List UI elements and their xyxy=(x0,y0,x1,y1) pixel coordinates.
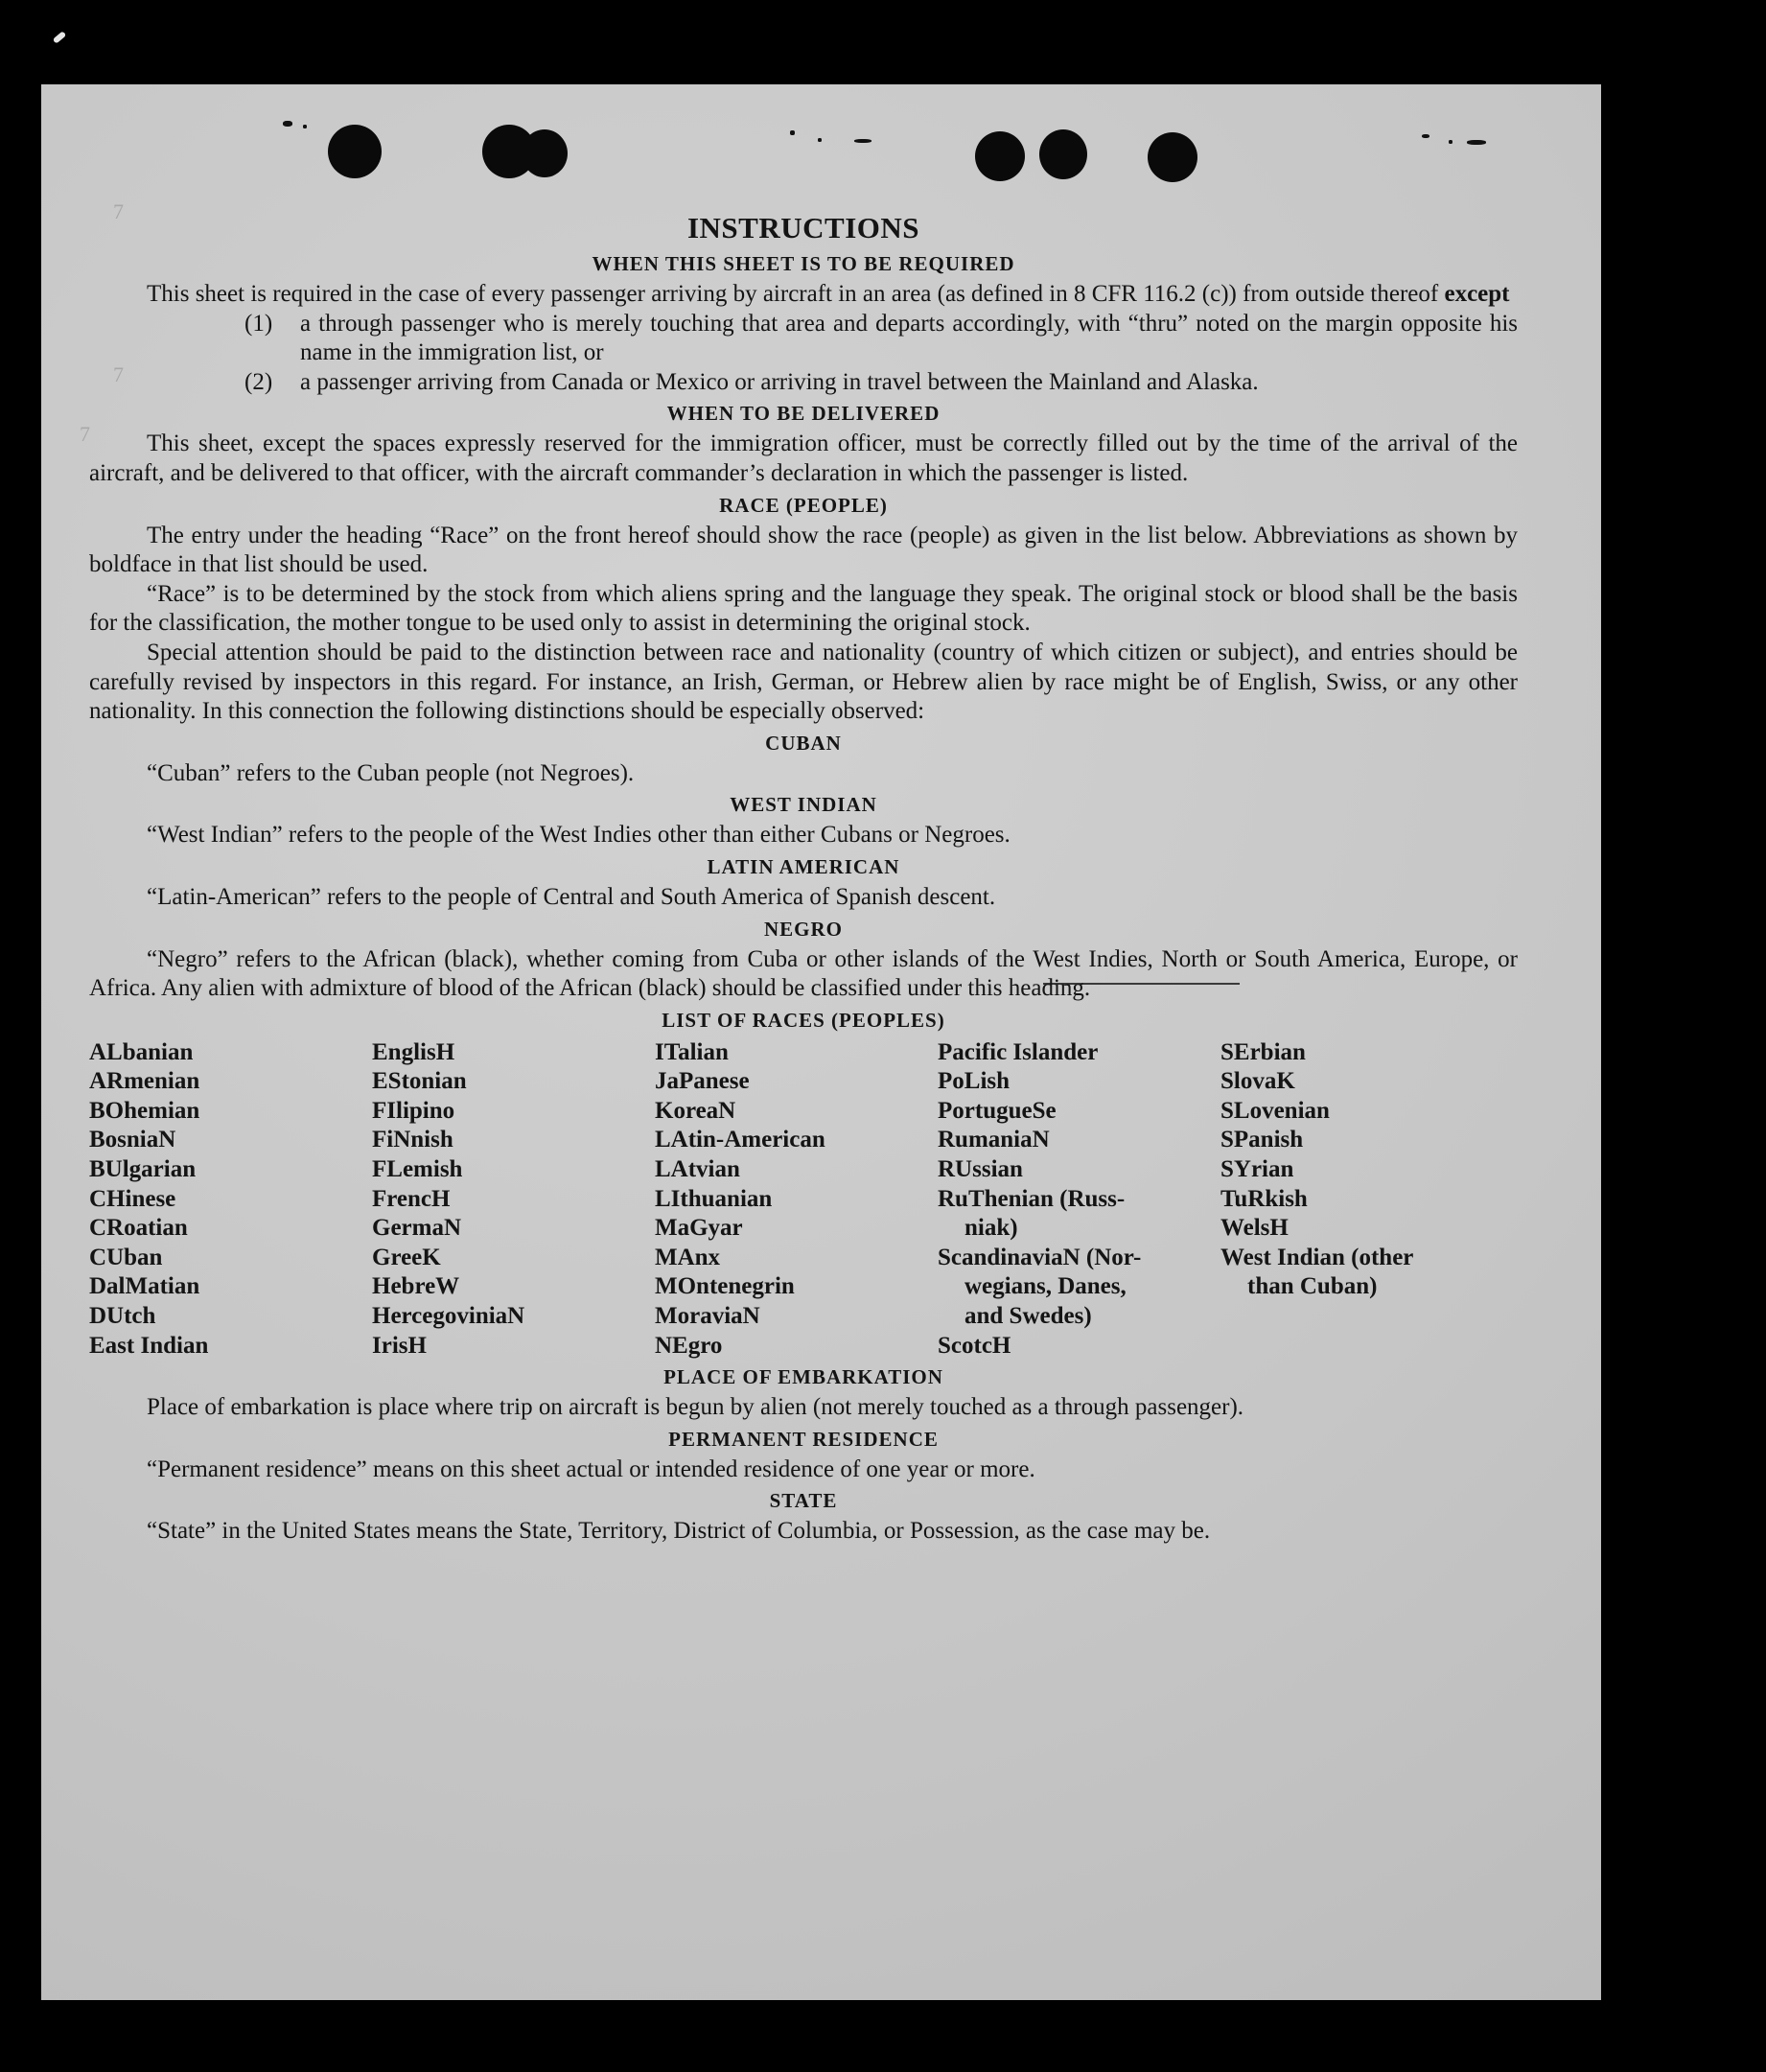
race-list-item: GreeK xyxy=(372,1244,441,1270)
race-list-item: EStonian xyxy=(372,1068,467,1095)
page-title: INSTRUCTIONS xyxy=(686,211,919,244)
race-list-item: EnglisH xyxy=(372,1038,455,1065)
heading-west-indian: WEST INDIAN xyxy=(730,793,877,817)
heading-when-required: WHEN THIS SHEET IS TO BE REQUIRED xyxy=(592,252,1015,275)
paragraph-negro: “Negro” refers to the African (black), whether coming from Cuba or other islands of the West Indies, North or South America, Europe, or Africa. Any alien with admixture of blood of the African (black) should be classified under this heading. xyxy=(89,945,1518,1002)
document-sheet xyxy=(41,84,1601,2000)
race-list-item: CHinese xyxy=(89,1185,176,1212)
race-list-item: West Indian (other xyxy=(1220,1244,1414,1270)
races-column-5 xyxy=(1220,1038,1503,1362)
race-list-item: ARmenian xyxy=(89,1068,200,1095)
race-list-item: CRoatian xyxy=(89,1215,188,1242)
race-list-item: East Indian xyxy=(89,1332,209,1359)
pen-mark xyxy=(53,31,67,44)
race-list-item: BOhemian xyxy=(89,1097,200,1124)
race-list-item: LAtin-American xyxy=(655,1127,825,1153)
item-number: (1) xyxy=(244,310,273,337)
paragraph-embarkation: Place of embarkation is place where trip on aircraft is begun by alien (not merely touched as a through passenger). xyxy=(147,1394,1244,1421)
bleed-through-mark: 7 xyxy=(113,199,124,223)
heading-latin-american: LATIN AMERICAN xyxy=(707,854,900,878)
paragraph-cuban: “Cuban” refers to the Cuban people (not Negroes). xyxy=(147,759,635,786)
punch-hole xyxy=(328,125,382,178)
race-list-item: WelsH xyxy=(1220,1215,1289,1242)
punch-hole xyxy=(1039,129,1087,179)
race-list-item: SLovenian xyxy=(1220,1097,1330,1124)
paragraph-latin-american: “Latin-American” refers to the people of Central and South America of Spanish descent. xyxy=(147,883,996,910)
race-list-item: JaPanese xyxy=(655,1068,750,1095)
speck xyxy=(1449,140,1452,144)
paragraph-race-2: “Race” is to be determined by the stock from which aliens spring and the language they speak. The original stock or blood shall be the basis for the classification, the mother tongue to be used only to assist in determining the original stock. xyxy=(89,580,1518,637)
heading-embarkation: PLACE OF EMBARKATION xyxy=(663,1365,943,1389)
race-list-item: PortugueSe xyxy=(938,1097,1057,1124)
paragraph-residence: “Permanent residence” means on this sheet actual or intended residence of one year or more. xyxy=(147,1455,1035,1482)
race-list-item: FLemish xyxy=(372,1156,463,1183)
punch-hole xyxy=(975,131,1025,181)
races-list xyxy=(89,1038,1518,1362)
race-list-item: LAtvian xyxy=(655,1156,740,1183)
race-list-item: HercegoviniaN xyxy=(372,1303,525,1330)
paragraph-when-required xyxy=(89,280,1518,310)
paragraph-race-1: The entry under the heading “Race” on the front hereof should show the race (people) as given in the list below. Abbreviations as shown by boldface in that list should be used. xyxy=(89,522,1518,578)
heading-cuban: CUBAN xyxy=(765,731,842,755)
race-list-item: FIlipino xyxy=(372,1097,455,1124)
race-list-item: NEgro xyxy=(655,1332,723,1359)
races-column-3 xyxy=(655,1038,938,1362)
speck xyxy=(1467,140,1486,145)
race-list-item: ITalian xyxy=(655,1038,729,1065)
paragraph-west-indian: “West Indian” refers to the people of the West Indies other than either Cubans or Negroes. xyxy=(147,822,1011,849)
race-list-item: SErbian xyxy=(1220,1038,1306,1065)
race-list-item: FrencH xyxy=(372,1185,451,1212)
punch-hole xyxy=(522,129,568,177)
race-list-item: SPanish xyxy=(1220,1127,1304,1153)
race-list-item: TuRkish xyxy=(1220,1185,1308,1212)
heading-residence: PERMANENT RESIDENCE xyxy=(668,1427,939,1451)
race-list-item: than Cuban) xyxy=(1247,1273,1378,1300)
race-list-item: MoraviaN xyxy=(655,1303,760,1330)
race-list-item: DalMatian xyxy=(89,1273,200,1300)
race-list-item: GermaN xyxy=(372,1215,462,1242)
bleed-through-mark: 7 xyxy=(80,422,90,446)
race-list-item: KoreaN xyxy=(655,1097,736,1124)
paragraph-race-3: Special attention should be paid to the distinction between race and nationality (country of which citizen or subject), and entries should be carefully revised by inspectors in this regard. For instance, an Irish, German, or Hebrew alien by race might be of English, Swiss, or any other nationality. In this connection the following distinctions should be especially observed: xyxy=(89,639,1518,725)
race-list-item: CUban xyxy=(89,1244,163,1270)
race-list-item: wegians, Danes, xyxy=(964,1273,1127,1300)
race-list-item: PoLish xyxy=(938,1068,1011,1095)
race-list-item: ScandinaviaN (Nor- xyxy=(938,1244,1142,1270)
paragraph-state: “State” in the United States means the State, Territory, District of Columbia, or Possession, as the case may be. xyxy=(147,1518,1211,1545)
race-list-item: Pacific Islander xyxy=(938,1038,1099,1065)
heading-negro: NEGRO xyxy=(763,917,843,941)
except-keyword: except xyxy=(1444,281,1510,307)
races-column-1 xyxy=(89,1038,372,1362)
race-list-item: BosniaN xyxy=(89,1127,176,1153)
speck xyxy=(854,139,871,143)
heading-when-delivered: WHEN TO BE DELIVERED xyxy=(666,402,941,426)
speck xyxy=(1422,134,1429,138)
race-list-item: HebreW xyxy=(372,1273,460,1300)
race-list-item: and Swedes) xyxy=(964,1303,1092,1330)
item-text: a passenger arriving from Canada or Mexico or arriving in travel between the Mainland and Alaska. xyxy=(300,368,1259,395)
punch-hole xyxy=(1148,132,1197,182)
paragraph-when-delivered: This sheet, except the spaces expressly reserved for the immigration officer, must be correctly filled out by the time of the arrival of the aircraft, and be delivered to that officer, with the aircraft commander’s declaration in which the passenger is listed. xyxy=(89,431,1518,486)
races-column-2 xyxy=(372,1038,655,1362)
item-text: a through passenger who is merely touching that area and departs accordingly, with “thru” noted on the margin opposite his name in the immigration list, or xyxy=(300,310,1518,366)
race-list-item: niak) xyxy=(964,1215,1018,1242)
race-list-item: BUlgarian xyxy=(89,1156,197,1183)
race-list-item: IrisH xyxy=(372,1332,427,1359)
heading-list-of-races: LIST OF RACES (PEOPLES) xyxy=(662,1008,945,1032)
races-column-4 xyxy=(938,1038,1220,1362)
speck xyxy=(303,125,307,128)
race-list-item: ScotcH xyxy=(938,1332,1011,1359)
item-number: (2) xyxy=(244,368,273,395)
race-list-item: RUssian xyxy=(938,1156,1023,1183)
race-list-item: RumaniaN xyxy=(938,1127,1050,1153)
race-list-item: SYrian xyxy=(1220,1156,1294,1183)
race-list-item: SlovaK xyxy=(1220,1068,1295,1095)
race-list-item: ALbanian xyxy=(89,1038,194,1065)
race-list-item: DUtch xyxy=(89,1303,156,1330)
heading-state: STATE xyxy=(769,1489,838,1513)
race-list-item: LIthuanian xyxy=(655,1185,773,1212)
speck xyxy=(283,121,292,127)
speck xyxy=(818,138,822,142)
bleed-through-mark: 7 xyxy=(113,362,124,386)
intro-text: This sheet is required in the case of every passenger arriving by aircraft in an area (as defined in 8 CFR 116.2 (c)) from outside thereof xyxy=(147,281,1445,307)
heading-race: RACE (PEOPLE) xyxy=(719,493,888,517)
race-list-item: MAnx xyxy=(655,1244,721,1270)
list-item-1 xyxy=(89,310,1518,368)
race-list-item: FiNnish xyxy=(372,1127,453,1153)
list-item-2 xyxy=(89,368,1518,398)
speck xyxy=(790,130,795,135)
instructions-content xyxy=(89,209,1518,1547)
race-list-item: RuThenian (Russ- xyxy=(938,1185,1126,1212)
race-list-item: MaGyar xyxy=(655,1215,743,1242)
race-list-item: MOntenegrin xyxy=(655,1273,795,1300)
